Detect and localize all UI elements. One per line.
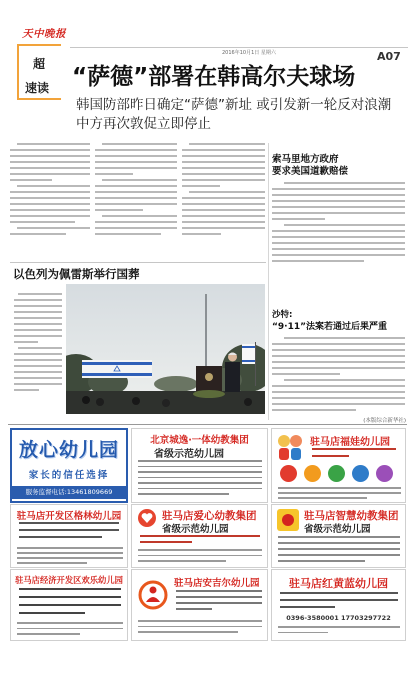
text-line — [95, 161, 177, 163]
text-line — [14, 329, 62, 331]
text-line — [272, 367, 405, 369]
text-line — [182, 149, 265, 151]
text-line — [14, 335, 62, 337]
text-line — [182, 179, 265, 181]
text-line — [102, 215, 177, 217]
text-line — [14, 323, 62, 325]
text-line — [95, 185, 177, 187]
ad-title: 驻马店开发区格林幼儿园 — [16, 511, 122, 522]
text-line — [14, 317, 62, 319]
text-line — [272, 230, 405, 232]
logo-body-1 — [279, 448, 289, 460]
ad-fangxin-kindergarten — [10, 428, 128, 503]
text-line — [138, 460, 262, 462]
ad-phone: 0396-3580001 17703297722 — [286, 614, 391, 622]
text-line — [312, 455, 349, 457]
lead-headline: “萨德”部署在韩高尔夫球场 — [72, 64, 356, 90]
text-line — [182, 197, 265, 199]
ads-top-rule — [8, 424, 407, 425]
ad-title: 放心幼儿园 — [18, 439, 119, 461]
badge-circle — [352, 465, 369, 482]
text-line — [182, 233, 221, 235]
text-line — [182, 227, 265, 229]
text-line — [138, 466, 262, 468]
text-line — [14, 365, 62, 367]
text-line — [19, 529, 119, 531]
text-line — [19, 522, 119, 524]
text-line — [14, 359, 62, 361]
text-line — [19, 536, 102, 538]
text-line — [18, 347, 62, 349]
ad-title: 驻马店安吉尔幼儿园 — [174, 578, 260, 589]
text-line — [182, 167, 265, 169]
text-line — [18, 293, 62, 295]
text-line — [138, 631, 238, 633]
ad-title: 北京城逸·一体幼教集团 — [150, 435, 249, 446]
column-label-top: 超 — [33, 57, 46, 71]
text-line — [138, 549, 262, 551]
ad-hotline: 服务监督电话:13461809669 — [12, 486, 126, 499]
text-line — [10, 173, 90, 175]
lead-subhead-2: 中方再次敦促立即停止 — [76, 116, 211, 132]
text-line — [182, 173, 265, 175]
text-line — [138, 626, 262, 628]
text-line — [10, 191, 90, 193]
text-line — [14, 311, 62, 313]
text-line — [182, 203, 265, 205]
aixin-logo — [137, 508, 157, 528]
podium — [193, 366, 225, 398]
text-line — [14, 299, 62, 301]
text-line — [272, 361, 405, 363]
text-line — [272, 391, 405, 393]
text-line — [272, 188, 405, 190]
text-line — [10, 233, 66, 235]
text-line — [14, 377, 62, 379]
text-line — [272, 200, 405, 202]
text-line — [284, 182, 405, 184]
memorial-mast — [205, 294, 207, 376]
saudi-kicker: 沙特: — [272, 310, 293, 320]
text-line — [189, 143, 265, 145]
lead-subhead-1: 韩国防部昨日确定“萨德”新址 或引发新一轮反对浪潮 — [76, 97, 392, 113]
text-line — [189, 191, 265, 193]
text-line — [17, 622, 123, 624]
text-line — [176, 602, 262, 604]
ad-gelin-kindergarten — [10, 504, 128, 568]
text-line — [19, 612, 85, 614]
newspaper-logo: 天中晚报 — [22, 28, 66, 40]
text-line — [272, 206, 405, 208]
text-line — [14, 383, 62, 385]
text-line — [312, 448, 396, 450]
text-line — [14, 305, 62, 307]
ad-huanle-kindergarten — [10, 569, 128, 641]
text-line — [10, 161, 90, 163]
text-line — [138, 488, 262, 490]
badge-circle — [328, 465, 345, 482]
fuwa-logo — [275, 432, 305, 462]
ad-title: 驻马店经济开发区欢乐幼儿园 — [15, 575, 123, 585]
text-line — [272, 355, 405, 357]
text-line — [278, 492, 401, 494]
text-line — [272, 385, 405, 387]
text-line — [17, 185, 90, 187]
text-line — [138, 493, 229, 495]
text-line — [95, 197, 177, 199]
ad-title: 驻马店福娃幼儿园 — [310, 437, 390, 448]
ad-zhihui-kindergarten-group — [271, 504, 406, 568]
text-line — [278, 560, 365, 562]
text-line — [138, 555, 262, 557]
text-line — [278, 487, 401, 489]
text-line — [95, 167, 177, 169]
ad-title: 驻马店爱心幼教集团 — [162, 510, 257, 522]
ad-aixin-kindergarten-group — [131, 504, 268, 568]
text-line — [278, 542, 400, 544]
logo-dot — [282, 514, 294, 526]
text-line — [280, 599, 398, 601]
column-label-bottom: 速读 — [25, 81, 50, 95]
ad-honghuanglan-kindergarten — [271, 569, 406, 641]
photo-section-rule — [10, 262, 266, 263]
text-line — [284, 337, 405, 339]
somalia-headline-1: 索马里地方政府 — [272, 154, 339, 165]
text-line — [17, 562, 87, 564]
text-line — [138, 477, 262, 479]
saudi-headline: “9·11”法案若通过后果严重 — [272, 322, 388, 332]
text-line — [278, 536, 400, 538]
text-line — [278, 632, 328, 634]
text-line — [176, 590, 262, 592]
text-line — [278, 497, 367, 499]
flag-draped-coffin — [82, 360, 152, 378]
ad-fuwa-kindergarten — [271, 428, 406, 503]
page-number: A07 — [377, 50, 401, 63]
ad-anjier-kindergarten — [131, 569, 268, 641]
photo-peres-funeral — [66, 284, 265, 414]
text-line — [280, 592, 398, 594]
text-line — [17, 633, 80, 635]
text-line — [17, 227, 90, 229]
text-line — [95, 227, 177, 229]
text-line — [272, 254, 405, 256]
text-line — [17, 628, 123, 630]
text-line — [138, 471, 262, 473]
photo-headline: 以色列为佩雷斯举行国葬 — [13, 267, 140, 281]
text-line — [272, 343, 405, 345]
ad-title: 驻马店智慧幼教集团 — [304, 510, 399, 522]
somalia-headline-2: 要求美国道歉赔偿 — [272, 166, 349, 177]
text-line — [138, 482, 262, 484]
text-line — [182, 155, 265, 157]
text-line — [284, 224, 405, 226]
text-line — [95, 221, 177, 223]
text-line — [102, 143, 177, 145]
text-line — [10, 179, 52, 181]
column-label-box — [17, 44, 61, 100]
text-line — [10, 197, 90, 199]
text-line — [17, 552, 123, 554]
ad-subtitle: 省级示范幼儿园 — [304, 524, 371, 535]
text-line — [17, 143, 90, 145]
text-line — [272, 373, 340, 375]
text-line — [95, 233, 161, 235]
text-line — [10, 215, 90, 217]
badge-circle — [280, 465, 297, 482]
text-line — [272, 242, 405, 244]
text-line — [278, 626, 400, 628]
logo-child-2 — [290, 435, 302, 447]
text-line — [272, 236, 405, 238]
text-line — [182, 209, 265, 211]
text-line — [10, 155, 90, 157]
badge-circle — [304, 465, 321, 482]
text-line — [272, 397, 405, 399]
text-line — [284, 379, 405, 381]
text-line — [272, 260, 364, 262]
text-line — [102, 179, 177, 181]
logo-ring — [140, 582, 166, 608]
text-line — [10, 167, 90, 169]
text-line — [272, 212, 405, 214]
text-line — [10, 149, 90, 151]
ad-slogan: 家长的信任选择 — [28, 470, 110, 481]
text-line — [19, 596, 121, 598]
text-line — [272, 403, 405, 405]
text-line — [138, 620, 262, 622]
issue-date: 2016年10月1日 星期六 — [222, 50, 276, 56]
text-line — [95, 173, 133, 175]
anjier-logo — [138, 580, 168, 610]
column-divider — [268, 143, 269, 420]
text-line — [140, 541, 192, 543]
text-line — [280, 606, 335, 608]
text-line — [10, 209, 90, 211]
source-credit: (本版综合新华社) — [363, 418, 406, 424]
text-line — [182, 161, 265, 163]
logo-child-1 — [278, 435, 290, 447]
text-line — [14, 341, 38, 343]
text-line — [17, 557, 123, 559]
text-line — [182, 221, 265, 223]
text-line — [272, 194, 405, 196]
text-line — [278, 548, 400, 550]
text-line — [95, 191, 177, 193]
text-line — [10, 221, 75, 223]
text-line — [138, 560, 226, 562]
ad-subtitle: 省级示范幼儿园 — [162, 524, 229, 535]
text-line — [95, 209, 143, 211]
text-line — [10, 203, 90, 205]
header-rule — [70, 47, 408, 48]
text-line — [95, 155, 177, 157]
text-line — [14, 389, 39, 391]
text-line — [19, 588, 121, 590]
badge-circle — [376, 465, 393, 482]
text-line — [272, 409, 356, 411]
text-line — [176, 596, 262, 598]
text-line — [14, 353, 62, 355]
logo-figure-head — [150, 587, 157, 594]
text-line — [272, 349, 405, 351]
text-line — [140, 535, 260, 537]
text-line — [19, 604, 121, 606]
text-line — [95, 203, 177, 205]
text-line — [17, 547, 123, 549]
zhihui-logo — [277, 509, 299, 531]
text-line — [272, 248, 405, 250]
ad-chengyi-kindergarten-group — [131, 428, 268, 503]
ad-subtitle: 省级示范幼儿园 — [154, 449, 224, 460]
text-line — [278, 554, 400, 556]
text-line — [14, 371, 62, 373]
text-line — [176, 608, 212, 610]
ad-title: 驻马店红黄蓝幼儿园 — [289, 577, 388, 590]
text-line — [272, 218, 325, 220]
text-line — [182, 185, 220, 187]
logo-body-2 — [291, 448, 301, 460]
text-line — [95, 149, 177, 151]
text-line — [182, 215, 265, 217]
